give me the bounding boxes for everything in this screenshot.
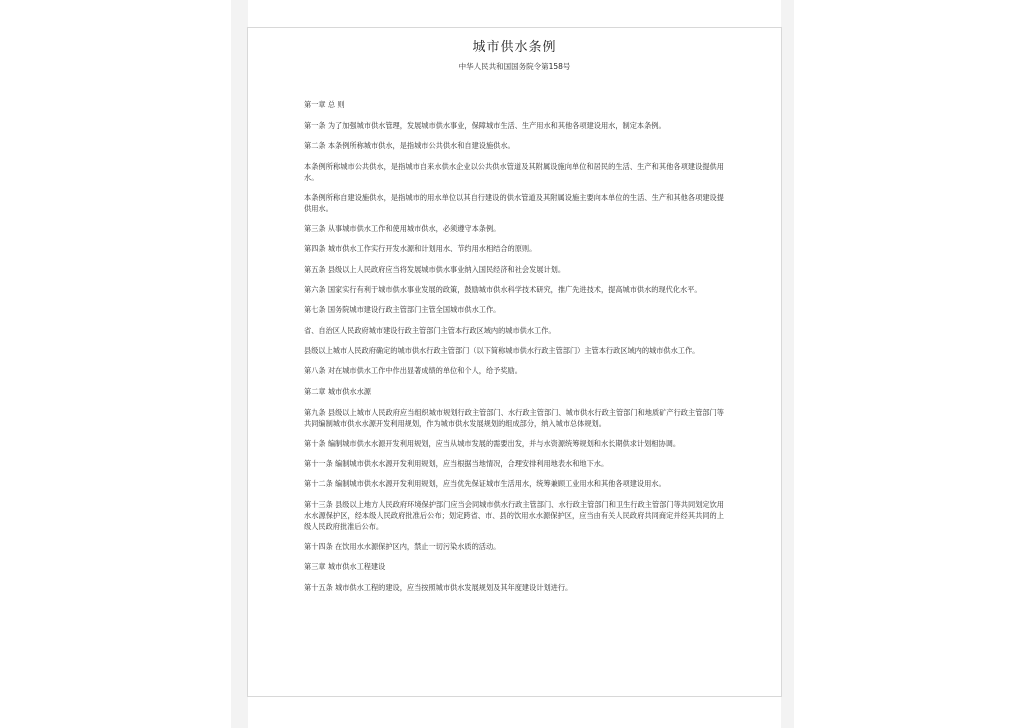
article-paragraph: 省、自治区人民政府城市建设行政主管部门主管本行政区域内的城市供水工作。	[304, 325, 556, 335]
article-paragraph: 第八条 对在城市供水工作中作出显著成绩的单位和个人，给予奖励。	[304, 366, 522, 376]
article-paragraph: 第二条 本条例所称城市供水，是指城市公共供水和自建设施供水。	[304, 141, 515, 151]
document-page	[248, 28, 781, 696]
article-paragraph: 第五条 县级以上人民政府应当将发展城市供水事业纳入国民经济和社会发展计划。	[304, 264, 566, 274]
viewer-gutter-left	[231, 0, 248, 728]
article-paragraph: 本条例所称自建设施供水，是指城市的用水单位以其自行建设的供水管道及其附属设施主要向本单位的生活、生产和其他各项建设提供用水。	[304, 192, 724, 213]
article-paragraph: 第三条 从事城市供水工作和使用城市供水，必须遵守本条例。	[304, 224, 501, 234]
article-paragraph: 第四条 城市供水工作实行开发水源和计划用水、节约用水相结合的原则。	[304, 244, 537, 254]
article-paragraph: 第十三条 县级以上地方人民政府环境保护部门应当会同城市供水行政主管部门、水行政主管部门和卫生行政主管部门等共同划定饮用水水源保护区，经本级人民政府批准后公布；划定跨省、市、县的饮用水水源保护区，应当由有关人民政府共同商定并经其共同的上级人民政府批准后公布。	[304, 499, 724, 531]
document-body	[304, 99, 724, 603]
article-paragraph: 第六条 国家实行有利于城市供水事业发展的政策，鼓励城市供水科学技术研究，推广先进技术，提高城市供水的现代化水平。	[304, 285, 702, 295]
document-subtitle: 中华人民共和国国务院令第158号	[458, 62, 571, 71]
article-paragraph: 第十四条 在饮用水水源保护区内，禁止一切污染水质的活动。	[304, 542, 501, 552]
article-paragraph: 第十一条 编制城市供水水源开发利用规划，应当根据当地情况，合理安排利用地表水和地下水。	[304, 459, 609, 469]
article-paragraph: 第七条 国务院城市建设行政主管部门主管全国城市供水工作。	[304, 305, 501, 315]
viewer-gutter-right	[781, 0, 794, 728]
article-paragraph: 县级以上城市人民政府确定的城市供水行政主管部门（以下简称城市供水行政主管部门）主管本行政区域内的城市供水工作。	[304, 345, 700, 355]
article-paragraph: 第十五条 城市供水工程的建设，应当按照城市供水发展规划及其年度建设计划进行。	[304, 583, 573, 593]
chapter-heading: 第一章 总 则	[304, 100, 345, 109]
article-paragraph: 本条例所称城市公共供水，是指城市自来水供水企业以公共供水管道及其附属设施向单位和居民的生活、生产和其他各项建设提供用水。	[304, 161, 724, 182]
chapter-heading: 第三章 城市供水工程建设	[304, 562, 386, 572]
article-paragraph: 第九条 县级以上城市人民政府应当组织城市规划行政主管部门、水行政主管部门、城市供水行政主管部门和地质矿产行政主管部门等共同编制城市供水水源开发利用规划，作为城市供水发展规划的组成部分，纳入城市总体规划。	[304, 407, 724, 428]
article-paragraph: 第十条 编制城市供水水源开发利用规划，应当从城市发展的需要出发，并与水资源统筹规划和水长期供求计划相协调。	[304, 438, 681, 448]
chapter-heading: 第二章 城市供水水源	[304, 386, 371, 396]
article-paragraph: 第一条 为了加强城市供水管理，发展城市供水事业，保障城市生活、生产用水和其他各项建设用水，制定本条例。	[304, 121, 666, 130]
article-paragraph: 第十二条 编制城市供水水源开发利用规划，应当优先保证城市生活用水，统筹兼顾工业用水和其他各项建设用水。	[304, 479, 666, 489]
document-title: 城市供水条例	[472, 40, 557, 55]
